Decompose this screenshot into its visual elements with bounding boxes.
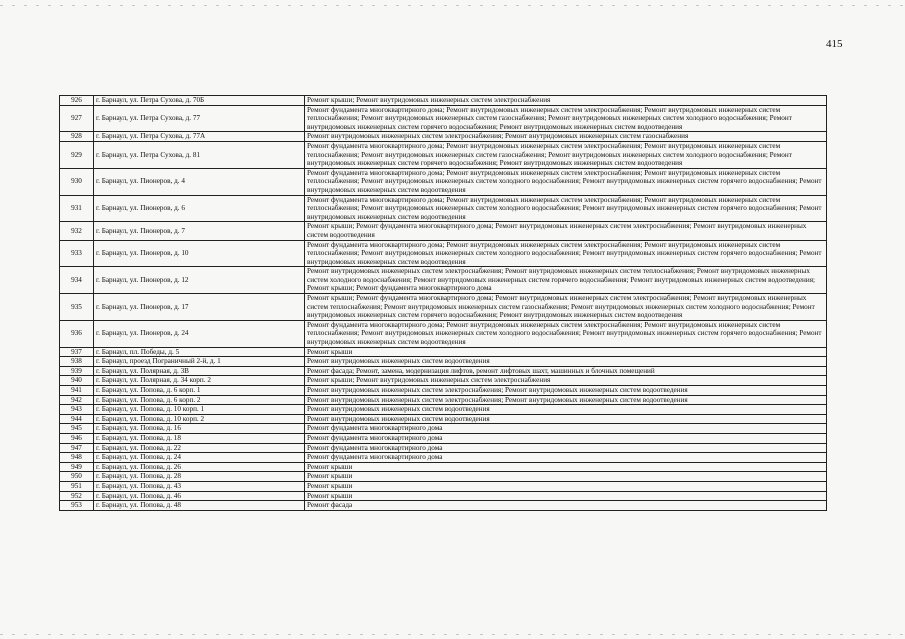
row-works: Ремонт фундамента многоквартирного дома; Ремонт внутридомовых инженерных систем электроснабжения; Ремонт внутридомовых инженерных систем теплоснабжения; Ремонт внутридомовых инженерных систем холодного водоснабжения; Ремонт внутридомовых инженерных систем горячего водоснабжения; Ремонт внутридомовых инженерных систем водоотведения — [305, 168, 827, 195]
row-address: г. Барнаул, ул. Попова, д. 16 — [94, 424, 305, 434]
table-row — [60, 347, 827, 357]
row-number: 941 — [60, 386, 94, 396]
table-row — [60, 240, 827, 267]
row-address: г. Барнаул, ул. Пионеров, д. 17 — [94, 294, 305, 321]
row-number: 946 — [60, 433, 94, 443]
row-address: г. Барнаул, ул. Полярная, д. 34 корп. 2 — [94, 376, 305, 386]
row-works: Ремонт крыши — [305, 491, 827, 501]
row-works: Ремонт крыши — [305, 347, 827, 357]
table-row — [60, 267, 827, 294]
row-number: 945 — [60, 424, 94, 434]
row-works: Ремонт фундамента многоквартирного дома; Ремонт внутридомовых инженерных систем электроснабжения; Ремонт внутридомовых инженерных систем теплоснабжения; Ремонт внутридомовых инженерных систем холодного водоснабжения; Ремонт внутридомовых инженерных систем горячего водоснабжения; Ремонт внутридомовых инженерных систем водоотведения — [305, 240, 827, 267]
row-address: г. Барнаул, ул. Пионеров, д. 10 — [94, 240, 305, 267]
row-works: Ремонт фасада; Ремонт, замена, модернизация лифтов, ремонт лифтовых шахт, машинных и блочных помещений — [305, 366, 827, 376]
row-works: Ремонт фундамента многоквартирного дома; Ремонт внутридомовых инженерных систем электроснабжения; Ремонт внутридомовых инженерных систем теплоснабжения; Ремонт внутридомовых инженерных систем газоснабжения; Ремонт внутридомовых инженерных систем холодного водоснабжения; Ремонт внутридомовых инженерных систем горячего водоснабжения; Ремонт внутридомовых инженерных систем водоотведения — [305, 105, 827, 132]
table-row — [60, 357, 827, 367]
row-works: Ремонт внутридомовых инженерных систем водоотведения — [305, 414, 827, 424]
row-works: Ремонт внутридомовых инженерных систем электроснабжения; Ремонт внутридомовых инженерных систем водоотведения — [305, 395, 827, 405]
table-row — [60, 462, 827, 472]
row-address: г. Барнаул, ул. Петра Сухова, д. 77 — [94, 105, 305, 132]
row-works: Ремонт крыши; Ремонт фундамента многоквартирного дома; Ремонт внутридомовых инженерных систем электроснабжения; Ремонт внутридомовых инженерных систем водоотведения — [305, 222, 827, 240]
row-works: Ремонт крыши; Ремонт внутридомовых инженерных систем электроснабжения — [305, 96, 827, 106]
page-number: 415 — [826, 38, 843, 50]
row-address: г. Барнаул, ул. Попова, д. 28 — [94, 472, 305, 482]
row-address: г. Барнаул, ул. Пионеров, д. 7 — [94, 222, 305, 240]
row-works: Ремонт крыши — [305, 462, 827, 472]
row-number: 931 — [60, 195, 94, 222]
row-number: 926 — [60, 96, 94, 106]
row-number: 944 — [60, 414, 94, 424]
row-address: г. Барнаул, ул. Попова, д. 6 корп. 1 — [94, 386, 305, 396]
row-address: г. Барнаул, ул. Петра Сухова, д. 81 — [94, 141, 305, 168]
row-address: г. Барнаул, ул. Попова, д. 22 — [94, 443, 305, 453]
table-row — [60, 105, 827, 132]
row-works: Ремонт фундамента многоквартирного дома — [305, 453, 827, 463]
row-address: г. Барнаул, ул. Попова, д. 10 корп. 1 — [94, 405, 305, 415]
row-address: г. Барнаул, ул. Попова, д. 24 — [94, 453, 305, 463]
row-number: 952 — [60, 491, 94, 501]
row-address: г. Барнаул, ул. Попова, д. 18 — [94, 433, 305, 443]
row-address: г. Барнаул, ул. Пионеров, д. 6 — [94, 195, 305, 222]
row-number: 928 — [60, 132, 94, 142]
row-number: 940 — [60, 376, 94, 386]
row-number: 950 — [60, 472, 94, 482]
table-row — [60, 386, 827, 396]
row-works: Ремонт крыши — [305, 472, 827, 482]
row-address: г. Барнаул, ул. Попова, д. 48 — [94, 501, 305, 511]
registry-body — [60, 96, 827, 511]
row-number: 939 — [60, 366, 94, 376]
scan-noise-bottom — [0, 634, 905, 635]
row-address: г. Барнаул, проезд Пограничный 2-й, д. 1 — [94, 357, 305, 367]
row-address: г. Барнаул, ул. Попова, д. 46 — [94, 491, 305, 501]
table-row — [60, 366, 827, 376]
scan-noise-top — [0, 5, 905, 6]
row-works: Ремонт фундамента многоквартирного дома; Ремонт внутридомовых инженерных систем электроснабжения; Ремонт внутридомовых инженерных систем теплоснабжения; Ремонт внутридомовых инженерных систем газоснабжения; Ремонт внутридомовых инженерных систем холодного водоснабжения; Ремонт внутридомовых инженерных систем горячего водоснабжения; Ремонт внутридомовых инженерных систем водоотведения — [305, 141, 827, 168]
row-address: г. Барнаул, ул. Пионеров, д. 12 — [94, 267, 305, 294]
row-address: г. Барнаул, ул. Полярная, д. 3В — [94, 366, 305, 376]
table-row — [60, 141, 827, 168]
row-number: 930 — [60, 168, 94, 195]
table-row — [60, 294, 827, 321]
table-row — [60, 433, 827, 443]
row-number: 951 — [60, 481, 94, 491]
table-row — [60, 132, 827, 142]
row-works: Ремонт внутридомовых инженерных систем водоотведения — [305, 357, 827, 367]
row-number: 949 — [60, 462, 94, 472]
row-address: г. Барнаул, ул. Петра Сухова, д. 70Б — [94, 96, 305, 106]
table-row — [60, 472, 827, 482]
row-address: г. Барнаул, ул. Пионеров, д. 24 — [94, 320, 305, 347]
row-address: г. Барнаул, ул. Петра Сухова, д. 77А — [94, 132, 305, 142]
table-row — [60, 491, 827, 501]
table-row — [60, 376, 827, 386]
row-works: Ремонт внутридомовых инженерных систем электроснабжения; Ремонт внутридомовых инженерных систем водоотведения — [305, 386, 827, 396]
table-row — [60, 320, 827, 347]
row-address: г. Барнаул, ул. Попова, д. 43 — [94, 481, 305, 491]
row-address: г. Барнаул, пл. Победы, д. 5 — [94, 347, 305, 357]
row-number: 934 — [60, 267, 94, 294]
row-address: г. Барнаул, ул. Попова, д. 26 — [94, 462, 305, 472]
row-works: Ремонт внутридомовых инженерных систем водоотведения — [305, 405, 827, 415]
row-number: 933 — [60, 240, 94, 267]
row-works: Ремонт крыши — [305, 481, 827, 491]
row-number: 953 — [60, 501, 94, 511]
row-works: Ремонт крыши; Ремонт фундамента многоквартирного дома; Ремонт внутридомовых инженерных систем электроснабжения; Ремонт внутридомовых инженерных систем теплоснабжения; Ремонт внутридомовых инженерных систем газоснабжения; Ремонт внутридомовых инженерных систем холодного водоснабжения; Ремонт внутридомовых инженерных систем горячего водоснабжения; Ремонт внутридомовых инженерных систем водоотведения — [305, 294, 827, 321]
row-works: Ремонт фундамента многоквартирного дома; Ремонт внутридомовых инженерных систем электроснабжения; Ремонт внутридомовых инженерных систем теплоснабжения; Ремонт внутридомовых инженерных систем холодного водоснабжения; Ремонт внутридомовых инженерных систем горячего водоснабжения; Ремонт внутридомовых инженерных систем водоотведения — [305, 320, 827, 347]
row-works: Ремонт фундамента многоквартирного дома — [305, 433, 827, 443]
row-number: 936 — [60, 320, 94, 347]
row-number: 937 — [60, 347, 94, 357]
table-row — [60, 424, 827, 434]
repair-registry-table — [59, 95, 827, 511]
row-works: Ремонт фундамента многоквартирного дома — [305, 443, 827, 453]
row-number: 932 — [60, 222, 94, 240]
row-number: 938 — [60, 357, 94, 367]
table-row — [60, 168, 827, 195]
table-row — [60, 414, 827, 424]
row-address: г. Барнаул, ул. Попова, д. 6 корп. 2 — [94, 395, 305, 405]
row-address: г. Барнаул, ул. Попова, д. 10 корп. 2 — [94, 414, 305, 424]
row-works: Ремонт внутридомовых инженерных систем электроснабжения; Ремонт внутридомовых инженерных систем теплоснабжения; Ремонт внутридомовых инженерных систем холодного водоснабжения; Ремонт внутридомовых инженерных систем горячего водоснабжения; Ремонт внутридомовых инженерных систем водоотведения; Ремонт крыши; Ремонт фундамента многоквартирного дома — [305, 267, 827, 294]
row-works: Ремонт фундамента многоквартирного дома — [305, 424, 827, 434]
row-works: Ремонт фасада — [305, 501, 827, 511]
row-works: Ремонт фундамента многоквартирного дома; Ремонт внутридомовых инженерных систем электроснабжения; Ремонт внутридомовых инженерных систем теплоснабжения; Ремонт внутридомовых инженерных систем холодного водоснабжения; Ремонт внутридомовых инженерных систем горячего водоснабжения; Ремонт внутридомовых инженерных систем водоотведения — [305, 195, 827, 222]
table-row — [60, 222, 827, 240]
row-number: 929 — [60, 141, 94, 168]
row-number: 947 — [60, 443, 94, 453]
row-number: 948 — [60, 453, 94, 463]
row-address: г. Барнаул, ул. Пионеров, д. 4 — [94, 168, 305, 195]
row-works: Ремонт внутридомовых инженерных систем электроснабжения; Ремонт внутридомовых инженерных систем газоснабжения — [305, 132, 827, 142]
table-row — [60, 453, 827, 463]
table-row — [60, 405, 827, 415]
table-row — [60, 96, 827, 106]
row-number: 942 — [60, 395, 94, 405]
row-number: 935 — [60, 294, 94, 321]
row-works: Ремонт крыши; Ремонт внутридомовых инженерных систем электроснабжения — [305, 376, 827, 386]
row-number: 927 — [60, 105, 94, 132]
table-row — [60, 481, 827, 491]
row-number: 943 — [60, 405, 94, 415]
table-row — [60, 501, 827, 511]
table-row — [60, 443, 827, 453]
table-row — [60, 395, 827, 405]
table-row — [60, 195, 827, 222]
